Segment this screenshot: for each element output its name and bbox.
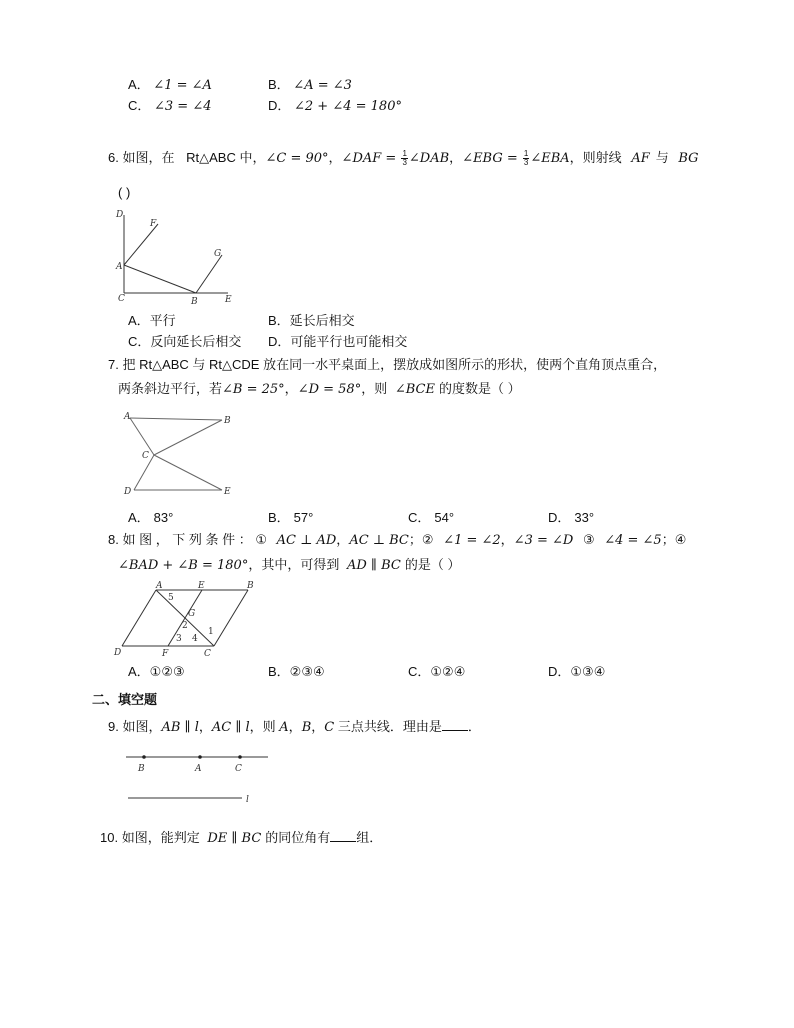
stem-text: ， [328,150,342,165]
stem-text: ， [500,532,514,547]
option-text: 57° [293,510,314,525]
option-label: A． [128,510,150,525]
option-label: D． [548,664,571,679]
stem-text: ， [449,150,463,165]
label-c: C [118,294,125,304]
option-label: B． [268,510,290,525]
label-b: B [224,416,231,426]
label-e: E [198,581,205,591]
q6-option-a [128,312,176,330]
q6-option-c [128,333,241,351]
question-number: 7. [108,357,119,372]
stem-math: AF [631,151,650,166]
q6-option-d [268,333,407,351]
q9-figure [118,748,278,808]
line-ab [124,265,196,293]
point-b [142,755,146,759]
label-e: E [225,295,232,305]
option-text: 平行 [149,313,176,328]
label-d: D [124,487,132,497]
option-text: 33° [574,510,595,525]
question-number: 8. [108,532,119,547]
option-label: C． [408,664,431,679]
label-l: l [246,795,249,805]
option-label: D． [548,510,571,525]
option-text: ∠3 = ∠4 [154,99,212,114]
q8-stem-line2 [118,556,460,575]
label-g: G [214,249,222,259]
stem-math: B [301,720,312,735]
q8-option-b [268,663,325,681]
stem-text: ， [284,381,298,396]
ray-bg [196,255,222,293]
q5-option-d [268,97,402,116]
option-text: ∠A = ∠3 [293,78,352,93]
stem-text: 如图， [122,719,162,734]
stem-math: C [324,720,335,735]
stem-math: AB ∥ l [161,720,199,735]
stem-text: ，其中，可得到 [248,557,340,572]
point-c [238,755,242,759]
ray-af [124,224,158,265]
stem-math: AC ⊥ AD [276,533,337,548]
q7-option-b [268,509,313,527]
option-text: 83° [153,510,174,525]
option-label: D． [268,98,291,113]
label-f: F [150,219,157,229]
stem-text: 与 [655,150,669,165]
label-c: C [142,451,149,461]
angle-label-3: 3 [176,634,182,644]
stem-text: 如 图 ， 下 列 条 件 ： ① [122,532,268,547]
answer-blank[interactable] [330,829,356,842]
fraction-numerator: 1 [523,149,529,159]
fraction-denominator: 3 [523,158,529,168]
stem-math: DE ∥ BC [207,831,262,846]
stem-text: ；② [408,532,434,547]
stem-text: ，则 [249,719,276,734]
stem-math: ∠1 = ∠2 [443,533,501,548]
q5-option-b [268,76,352,95]
stem-text: ，则 [361,381,388,396]
stem-text: 如图，在 [122,150,175,165]
line-bc [154,420,222,455]
option-text: 可能平行也可能相交 [290,334,408,349]
q6-stem [108,149,699,168]
option-text: ∠1 = ∠A [153,78,212,93]
option-label: C． [128,98,151,113]
stem-math: ∠D = 58° [297,382,362,397]
option-label: B． [268,313,290,328]
option-text: ①②④ [430,664,466,679]
angle-label-2: 2 [182,621,188,631]
stem-text: ， [311,719,325,734]
q7-stem-line2 [118,380,521,399]
stem-math: ∠BAD + ∠B = 180° [118,558,249,573]
q7-option-d [548,509,594,527]
point-a [198,755,202,759]
line-ab [130,418,222,420]
option-text: ∠2 + ∠4 = 180° [294,99,402,114]
option-label: B． [268,77,290,92]
q6-figure [110,205,250,305]
fraction [523,150,529,167]
label-b: B [247,581,254,591]
label-f: F [162,649,169,659]
question-number: 9. [108,719,119,734]
option-label: D． [268,334,291,349]
stem-math: ∠3 = ∠D [513,533,574,548]
option-label: C． [128,334,151,349]
fraction [401,150,407,167]
label-a: A [156,581,163,591]
stem-text: 三点共线．理由是 [337,719,442,734]
fraction-numerator: 1 [402,149,407,159]
q8-option-a [128,663,185,681]
stem-text: ， [198,719,212,734]
stem-text: ， [336,532,350,547]
stem-math: ∠DAF = [341,151,401,166]
label-e: E [224,487,231,497]
stem-text: 组． [356,830,383,845]
stem-math: BG [678,151,699,166]
label-d: D [114,648,122,658]
stem-math: AC ∥ l [211,720,250,735]
label-d: D [116,210,124,220]
label-b: B [138,764,145,774]
stem-math: ∠EBG = [462,151,522,166]
section-title: 二、填空题 [92,692,158,707]
stem-text: ， [288,719,302,734]
q10-stem [100,829,382,848]
stem-math: ∠4 = ∠5 [604,533,662,548]
label-a: A [195,764,202,774]
option-text: 54° [434,510,455,525]
stem-text: Rt△ABC [186,150,236,165]
q7-figure [120,408,240,498]
q7-option-a [128,509,173,527]
label-g: G [188,609,196,619]
stem-text: 两条斜边平行，若 [118,381,223,396]
label-c: C [235,764,242,774]
stem-text: ． [467,719,481,734]
stem-math: ∠DAB [408,151,450,166]
stem-text: ③ [582,532,595,547]
stem-text: 把 Rt△ABC 与 Rt△CDE 放在同一水平桌面上，摆放成如图所示的形状，使两个直角顶点重合， [122,357,667,372]
stem-text: 中， [239,150,266,165]
option-text: ①③④ [570,664,606,679]
option-text: 延长后相交 [289,313,355,328]
q5-option-a [128,76,212,95]
line-ac [130,418,154,455]
stem-text: ，则射线 [569,150,622,165]
line-ce [154,455,222,490]
angle-label-5: 5 [168,593,174,603]
q7-option-c [408,509,454,527]
line-bc [214,590,248,646]
stem-text: 如图，能判定 [121,830,200,845]
stem-text: ；④ [661,532,687,547]
q8-stem-line1 [108,531,686,550]
q5-option-c [128,97,212,116]
option-label: A． [128,313,150,328]
stem-math: A [279,720,289,735]
q8-option-c [408,663,465,681]
stem-math: ∠B = 25° [222,382,285,397]
fraction-denominator: 3 [402,158,407,168]
option-text: 反向延长后相交 [150,334,242,349]
question-number: 10. [100,830,119,845]
option-text: ①②③ [149,664,185,679]
stem-text: 的度数是（ ） [438,381,521,396]
q7-stem-line1 [108,356,666,374]
label-c: C [204,649,211,659]
q9-stem [108,718,481,737]
label-b: B [191,297,198,307]
line-ad [122,590,156,646]
stem-math: AD ∥ BC [346,558,401,573]
stem-math: ∠BCE [394,382,435,397]
question-number: 6. [108,150,119,165]
option-label: A． [128,77,150,92]
angle-label-4: 4 [192,634,198,644]
stem-math: ∠EBA [530,151,570,166]
option-label: C． [408,510,431,525]
stem-text: 的同位角有 [265,830,331,845]
stem-math: AC ⊥ BC [349,533,409,548]
option-label: B． [268,664,290,679]
label-a: A [116,262,123,272]
q6-answer-paren: ( ) [118,185,131,200]
angle-label-1: 1 [208,627,214,637]
stem-math: ∠C = 90° [265,151,329,166]
answer-blank[interactable] [442,718,468,731]
label-a: A [124,412,131,422]
option-text: ②③④ [289,664,325,679]
stem-text: 的是（ ） [404,557,461,572]
q6-option-b [268,312,355,330]
q8-option-d [548,663,605,681]
option-label: A． [128,664,150,679]
q8-figure [112,578,272,658]
